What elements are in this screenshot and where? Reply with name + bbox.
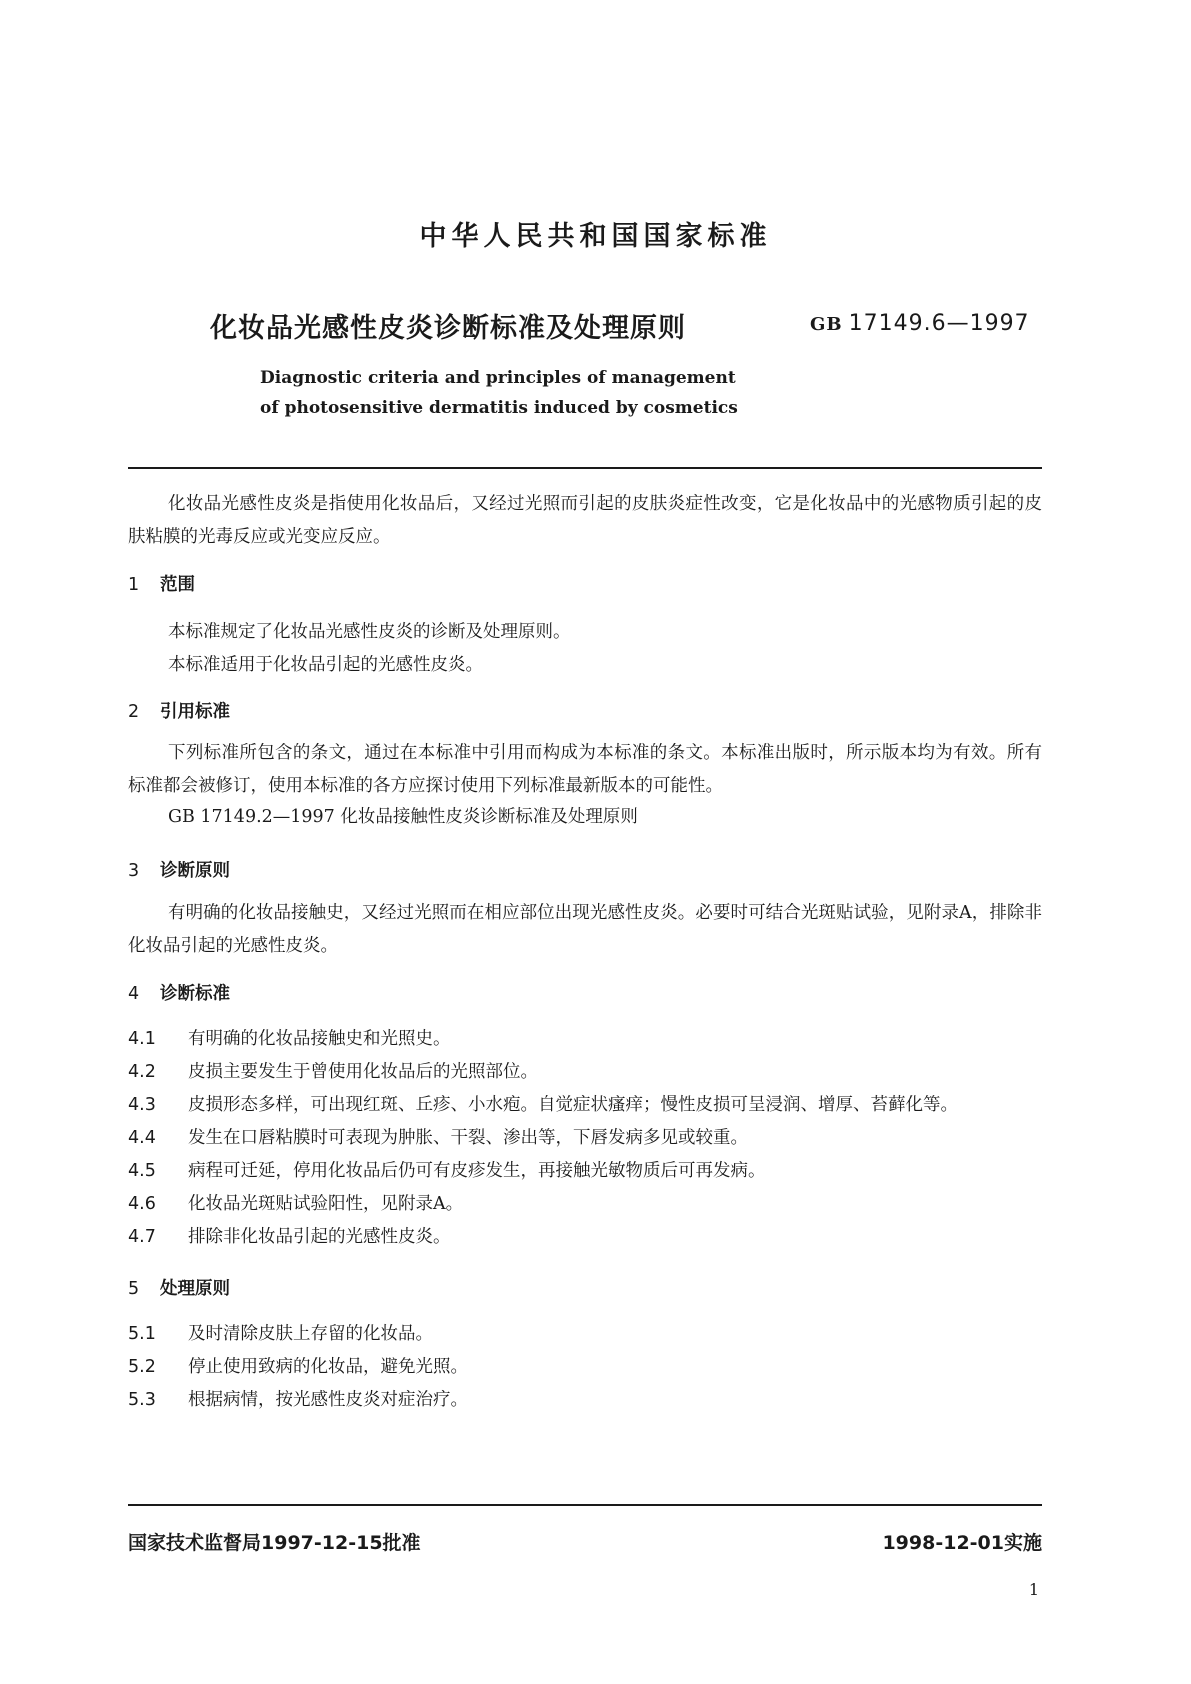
standard-code-prefix: GB: [810, 314, 843, 335]
section-3-title: 诊断原则: [160, 861, 230, 881]
header-divider: [128, 467, 1042, 469]
section-2-paragraph: 下列标准所包含的条文，通过在本标准中引用而构成为本标准的条文。本标准出版时，所示版本均为有效。所有标准都会被修订，使用本标准的各方应探讨使用下列标准最新版本的可能性。: [128, 743, 1042, 796]
section-1-line-1: 本标准规定了化妆品光感性皮炎的诊断及处理原则。: [168, 622, 571, 642]
section-5-number: 5: [128, 1279, 140, 1299]
section-1-title: 范围: [160, 575, 195, 595]
section-4-number: 4: [128, 984, 140, 1004]
section-1-heading: [128, 571, 195, 596]
treatment-item: 5.1 及时清除皮肤上存留的化妆品。: [128, 1324, 433, 1344]
criteria-item: 4.7 排除非化妆品引起的光感性皮炎。: [128, 1227, 451, 1247]
section-1-line-2: 本标准适用于化妆品引起的光感性皮炎。: [168, 655, 483, 675]
standard-code: [810, 311, 1030, 336]
treatment-item: 5.2 停止使用致病的化妆品，避免光照。: [128, 1357, 468, 1377]
section-3-paragraph: 有明确的化妆品接触史，又经过光照而在相应部位出现光感性皮炎。必要时可结合光斑贴试验，见附录A，排除非化妆品引起的光感性皮炎。: [128, 903, 1042, 956]
approval-date: 国家技术监督局1997-12-15批准: [128, 1532, 421, 1554]
footer-divider: [128, 1504, 1042, 1506]
section-4-heading: [128, 980, 230, 1005]
document-title-zh: 化妆品光感性皮炎诊断标准及处理原则: [210, 313, 686, 344]
document-title-en-line2: of photosensitive dermatitis induced by cosmetics: [260, 398, 738, 418]
section-5-title: 处理原则: [160, 1279, 230, 1299]
criteria-item: 4.6 化妆品光斑贴试验阳性，见附录A。: [128, 1194, 464, 1214]
intro-paragraph: 化妆品光感性皮炎是指使用化妆品后，又经过光照而引起的皮肤炎症性改变，它是化妆品中的光感物质引起的皮肤粘膜的光毒反应或光变应反应。: [128, 494, 1042, 547]
criteria-item: 4.5 病程可迁延，停用化妆品后仍可有皮疹发生，再接触光敏物质后可再发病。: [128, 1161, 766, 1181]
document-title-en-line1: Diagnostic criteria and principles of management: [260, 368, 736, 388]
criteria-item: 4.3 皮损形态多样，可出现红斑、丘疹、小水疱。自觉症状瘙痒；慢性皮损可呈浸润、增厚、苔藓化等。: [128, 1095, 958, 1115]
standard-code-number: 17149.6—1997: [848, 311, 1030, 336]
implementation-date: 1998-12-01实施: [882, 1532, 1042, 1554]
page-number: 1: [1028, 1580, 1039, 1599]
section-2-heading: [128, 698, 230, 723]
criteria-item: 4.2 皮损主要发生于曾使用化妆品后的光照部位。: [128, 1062, 538, 1082]
section-1-number: 1: [128, 575, 140, 595]
criteria-item: 4.1 有明确的化妆品接触史和光照史。: [128, 1029, 451, 1049]
section-2-reference: GB 17149.2—1997 化妆品接触性皮炎诊断标准及处理原则: [168, 807, 638, 827]
section-3-number: 3: [128, 861, 140, 881]
national-standard-heading: 中华人民共和国国家标准: [419, 221, 772, 252]
section-4-title: 诊断标准: [160, 984, 230, 1004]
section-2-title: 引用标准: [160, 702, 230, 722]
criteria-item: 4.4 发生在口唇粘膜时可表现为肿胀、干裂、渗出等，下唇发病多见或较重。: [128, 1128, 748, 1148]
section-5-heading: [128, 1275, 230, 1300]
section-2-number: 2: [128, 702, 140, 722]
section-3-heading: [128, 857, 230, 882]
treatment-item: 5.3 根据病情，按光感性皮炎对症治疗。: [128, 1390, 468, 1410]
